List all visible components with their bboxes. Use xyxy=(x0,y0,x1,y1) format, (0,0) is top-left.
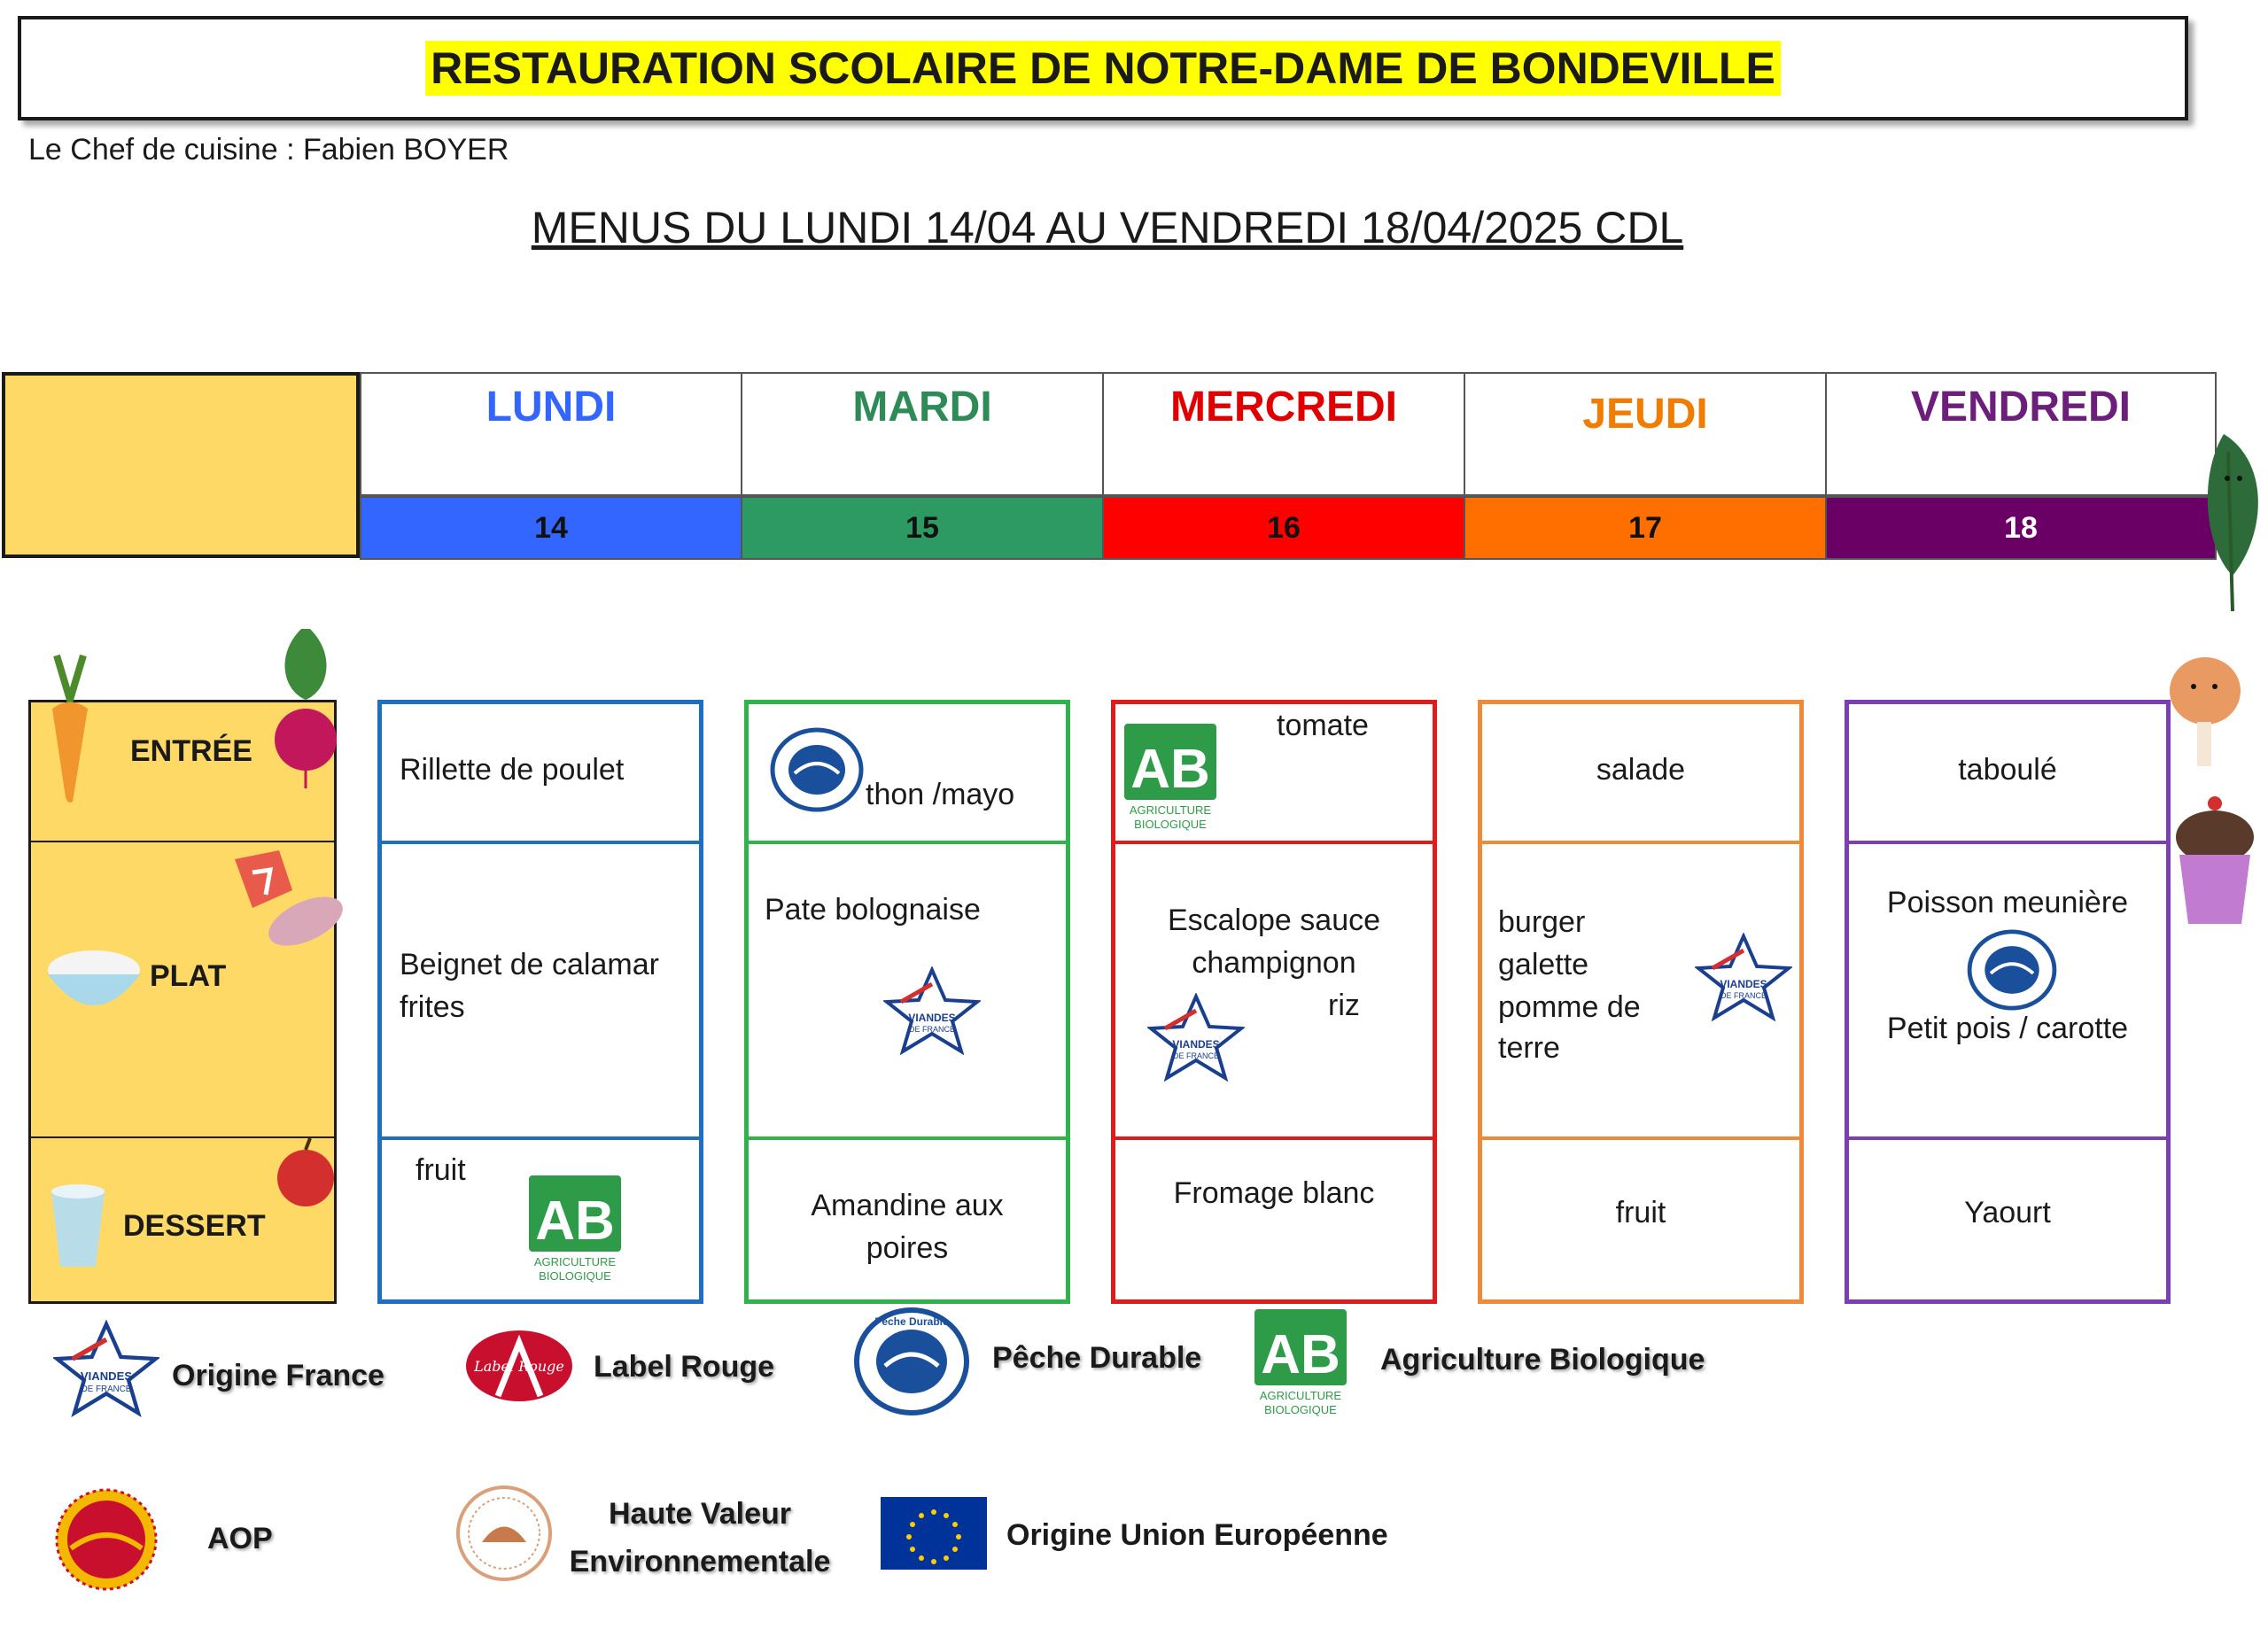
cell-entree xyxy=(1115,704,1433,844)
cell-entree xyxy=(1482,704,1799,844)
dish-dessert: fruit xyxy=(416,1153,466,1187)
label-rouge-icon xyxy=(462,1325,576,1407)
menu-column-mercredi xyxy=(1111,700,1437,1304)
dish-dessert: Yaourt xyxy=(1964,1196,2051,1229)
hve-seal-icon xyxy=(455,1485,553,1582)
dish-entree: taboulé xyxy=(1958,753,2057,787)
cell-dessert xyxy=(382,1140,699,1299)
day-name: JEUDI xyxy=(1582,391,1708,438)
day-name: MARDI xyxy=(852,384,992,430)
chef-name: Le Chef de cuisine : Fabien BOYER xyxy=(28,133,509,167)
cell-plat xyxy=(382,844,699,1140)
vdf-text-2: DE FRANCE xyxy=(1172,1051,1220,1060)
vdf-text-2: DE FRANCE xyxy=(1720,991,1767,1000)
ab-logo-sub1: AGRICULTURE xyxy=(533,1255,617,1268)
header-corner-cell xyxy=(2,372,360,558)
dish-plat-line3: riz xyxy=(1328,989,1360,1022)
day-number-16: 16 xyxy=(1102,496,1465,560)
vdf-text-2: DE FRANCE xyxy=(908,1025,956,1034)
category-label: PLAT xyxy=(150,959,227,993)
cell-dessert xyxy=(749,1140,1066,1299)
day-header-lundi xyxy=(360,372,742,496)
day-number-17: 17 xyxy=(1464,496,1827,560)
day-name: LUNDI xyxy=(485,384,617,430)
day-name: VENDREDI xyxy=(1910,384,2132,430)
ab-logo-text: AB xyxy=(1261,1324,1340,1385)
ab-logo-sub1: AGRICULTURE xyxy=(1259,1389,1342,1402)
day-header-mardi xyxy=(741,372,1104,496)
carrot-icon xyxy=(39,647,101,806)
yogurt-icon xyxy=(43,1165,113,1271)
dish-plat-line3: pomme de xyxy=(1498,990,1641,1024)
ab-logo-text: AB xyxy=(535,1191,615,1252)
cell-entree xyxy=(749,704,1066,844)
menu-column-jeudi xyxy=(1478,700,1804,1304)
vdf-text-1: VIANDES xyxy=(908,1012,956,1024)
dish-dessert: Amandine aux poires xyxy=(811,1189,1004,1265)
peche-durable-icon xyxy=(1966,929,2058,1011)
ab-logo-sub2: BIOLOGIQUE xyxy=(1264,1403,1337,1416)
ab-logo-icon xyxy=(1122,722,1218,833)
aop-seal-icon xyxy=(53,1486,159,1593)
day-number-15: 15 xyxy=(741,496,1104,560)
category-label: DESSERT xyxy=(123,1209,266,1243)
ab-logo-icon xyxy=(1253,1307,1348,1418)
dish-plat-line2: galette xyxy=(1498,948,1589,981)
legend-label-rouge: Label Rouge xyxy=(594,1350,775,1384)
cell-dessert xyxy=(1115,1140,1433,1299)
rice-bowl-icon xyxy=(41,939,147,1019)
chicken-leg-icon xyxy=(2165,651,2245,784)
cell-entree xyxy=(1849,704,2166,844)
week-title-text: MENUS DU LUNDI 14/04 AU VENDREDI 18/04/2025 CDL xyxy=(531,203,1684,252)
ab-logo-sub2: BIOLOGIQUE xyxy=(539,1269,611,1283)
cell-plat xyxy=(1482,844,1799,1140)
dish-plat-line2: Petit pois / carotte xyxy=(1886,1012,2129,1045)
dish-entree: tomate xyxy=(1277,709,1369,742)
week-title xyxy=(0,202,2215,253)
peche-durable-icon xyxy=(854,1307,969,1415)
day-header-jeudi xyxy=(1464,372,1827,496)
cell-dessert xyxy=(1482,1140,1799,1299)
legend-origine-ue: Origine Union Européenne xyxy=(1006,1518,1388,1552)
menu-column-lundi xyxy=(377,700,703,1304)
dish-plat: Pate bolognaise xyxy=(765,893,981,927)
label-rouge-logo-text: Label Rouge xyxy=(474,1358,564,1375)
vdf-text-2: DE FRANCE xyxy=(81,1384,132,1395)
cell-plat xyxy=(1115,844,1433,1140)
cell-plat xyxy=(1849,844,2166,1140)
peche-logo-text: Pêche Durable xyxy=(874,1315,949,1328)
ab-logo-icon xyxy=(527,1174,623,1284)
page-title: RESTAURATION SCOLAIRE DE NOTRE-DAME DE BONDEVILLE xyxy=(425,41,1781,96)
day-header-vendredi xyxy=(1825,372,2217,496)
dish-plat-line1: Escalope sauce xyxy=(1167,904,1381,937)
apple-icon xyxy=(270,1134,341,1214)
day-number-14: 14 xyxy=(360,496,742,560)
dish-plat-line1: burger xyxy=(1498,905,1586,939)
dish-plat-line4: terre xyxy=(1498,1031,1560,1065)
legend-hve-line2: Environnementale xyxy=(569,1545,831,1578)
dish-entree: thon /mayo xyxy=(866,778,1015,811)
day-name: MERCREDI xyxy=(1169,384,1397,430)
vdf-text-1: VIANDES xyxy=(1172,1038,1220,1051)
viandes-de-france-icon xyxy=(883,966,981,1055)
legend-aop: AOP xyxy=(207,1522,273,1555)
dish-plat-line2: champignon xyxy=(1192,946,1356,980)
radish-icon xyxy=(266,620,346,788)
legend-peche-durable: Pêche Durable xyxy=(992,1341,1202,1375)
vdf-text-1: VIANDES xyxy=(80,1369,133,1384)
category-label: ENTRÉE xyxy=(130,734,252,768)
legend-origine-france: Origine France xyxy=(172,1359,384,1392)
title-box xyxy=(18,16,2188,120)
day-header-mercredi xyxy=(1102,372,1465,496)
peche-durable-icon xyxy=(770,727,864,812)
dish-entree: salade xyxy=(1596,753,1686,787)
cell-plat xyxy=(749,844,1066,1140)
spinach-icon xyxy=(2188,425,2268,620)
cell-entree xyxy=(382,704,699,844)
viandes-de-france-icon xyxy=(53,1320,159,1417)
viandes-de-france-icon xyxy=(1147,993,1245,1082)
dish-plat: Beignet de calamar frites xyxy=(400,948,659,1024)
legend-agriculture-bio: Agriculture Biologique xyxy=(1380,1343,1705,1377)
dish-plat-line1: Poisson meunière xyxy=(1886,886,2129,919)
cupcake-icon xyxy=(2171,793,2259,930)
ab-logo-sub1: AGRICULTURE xyxy=(1129,803,1212,817)
dish-dessert: fruit xyxy=(1615,1196,1666,1229)
legend-hve-line1: Haute Valeur xyxy=(609,1497,791,1531)
steak-fish-icon xyxy=(226,842,350,966)
ab-logo-text: AB xyxy=(1130,739,1210,800)
day-number-18: 18 xyxy=(1825,496,2217,560)
viandes-de-france-icon xyxy=(1695,933,1792,1021)
eu-flag-icon xyxy=(881,1497,987,1570)
ab-logo-sub2: BIOLOGIQUE xyxy=(1134,818,1207,831)
menu-column-mardi xyxy=(744,700,1070,1304)
vdf-text-1: VIANDES xyxy=(1720,978,1767,990)
dish-dessert: Fromage blanc xyxy=(1173,1176,1375,1210)
dish-entree: Rillette de poulet xyxy=(400,753,625,787)
menu-column-vendredi xyxy=(1845,700,2171,1304)
cell-dessert xyxy=(1849,1140,2166,1299)
